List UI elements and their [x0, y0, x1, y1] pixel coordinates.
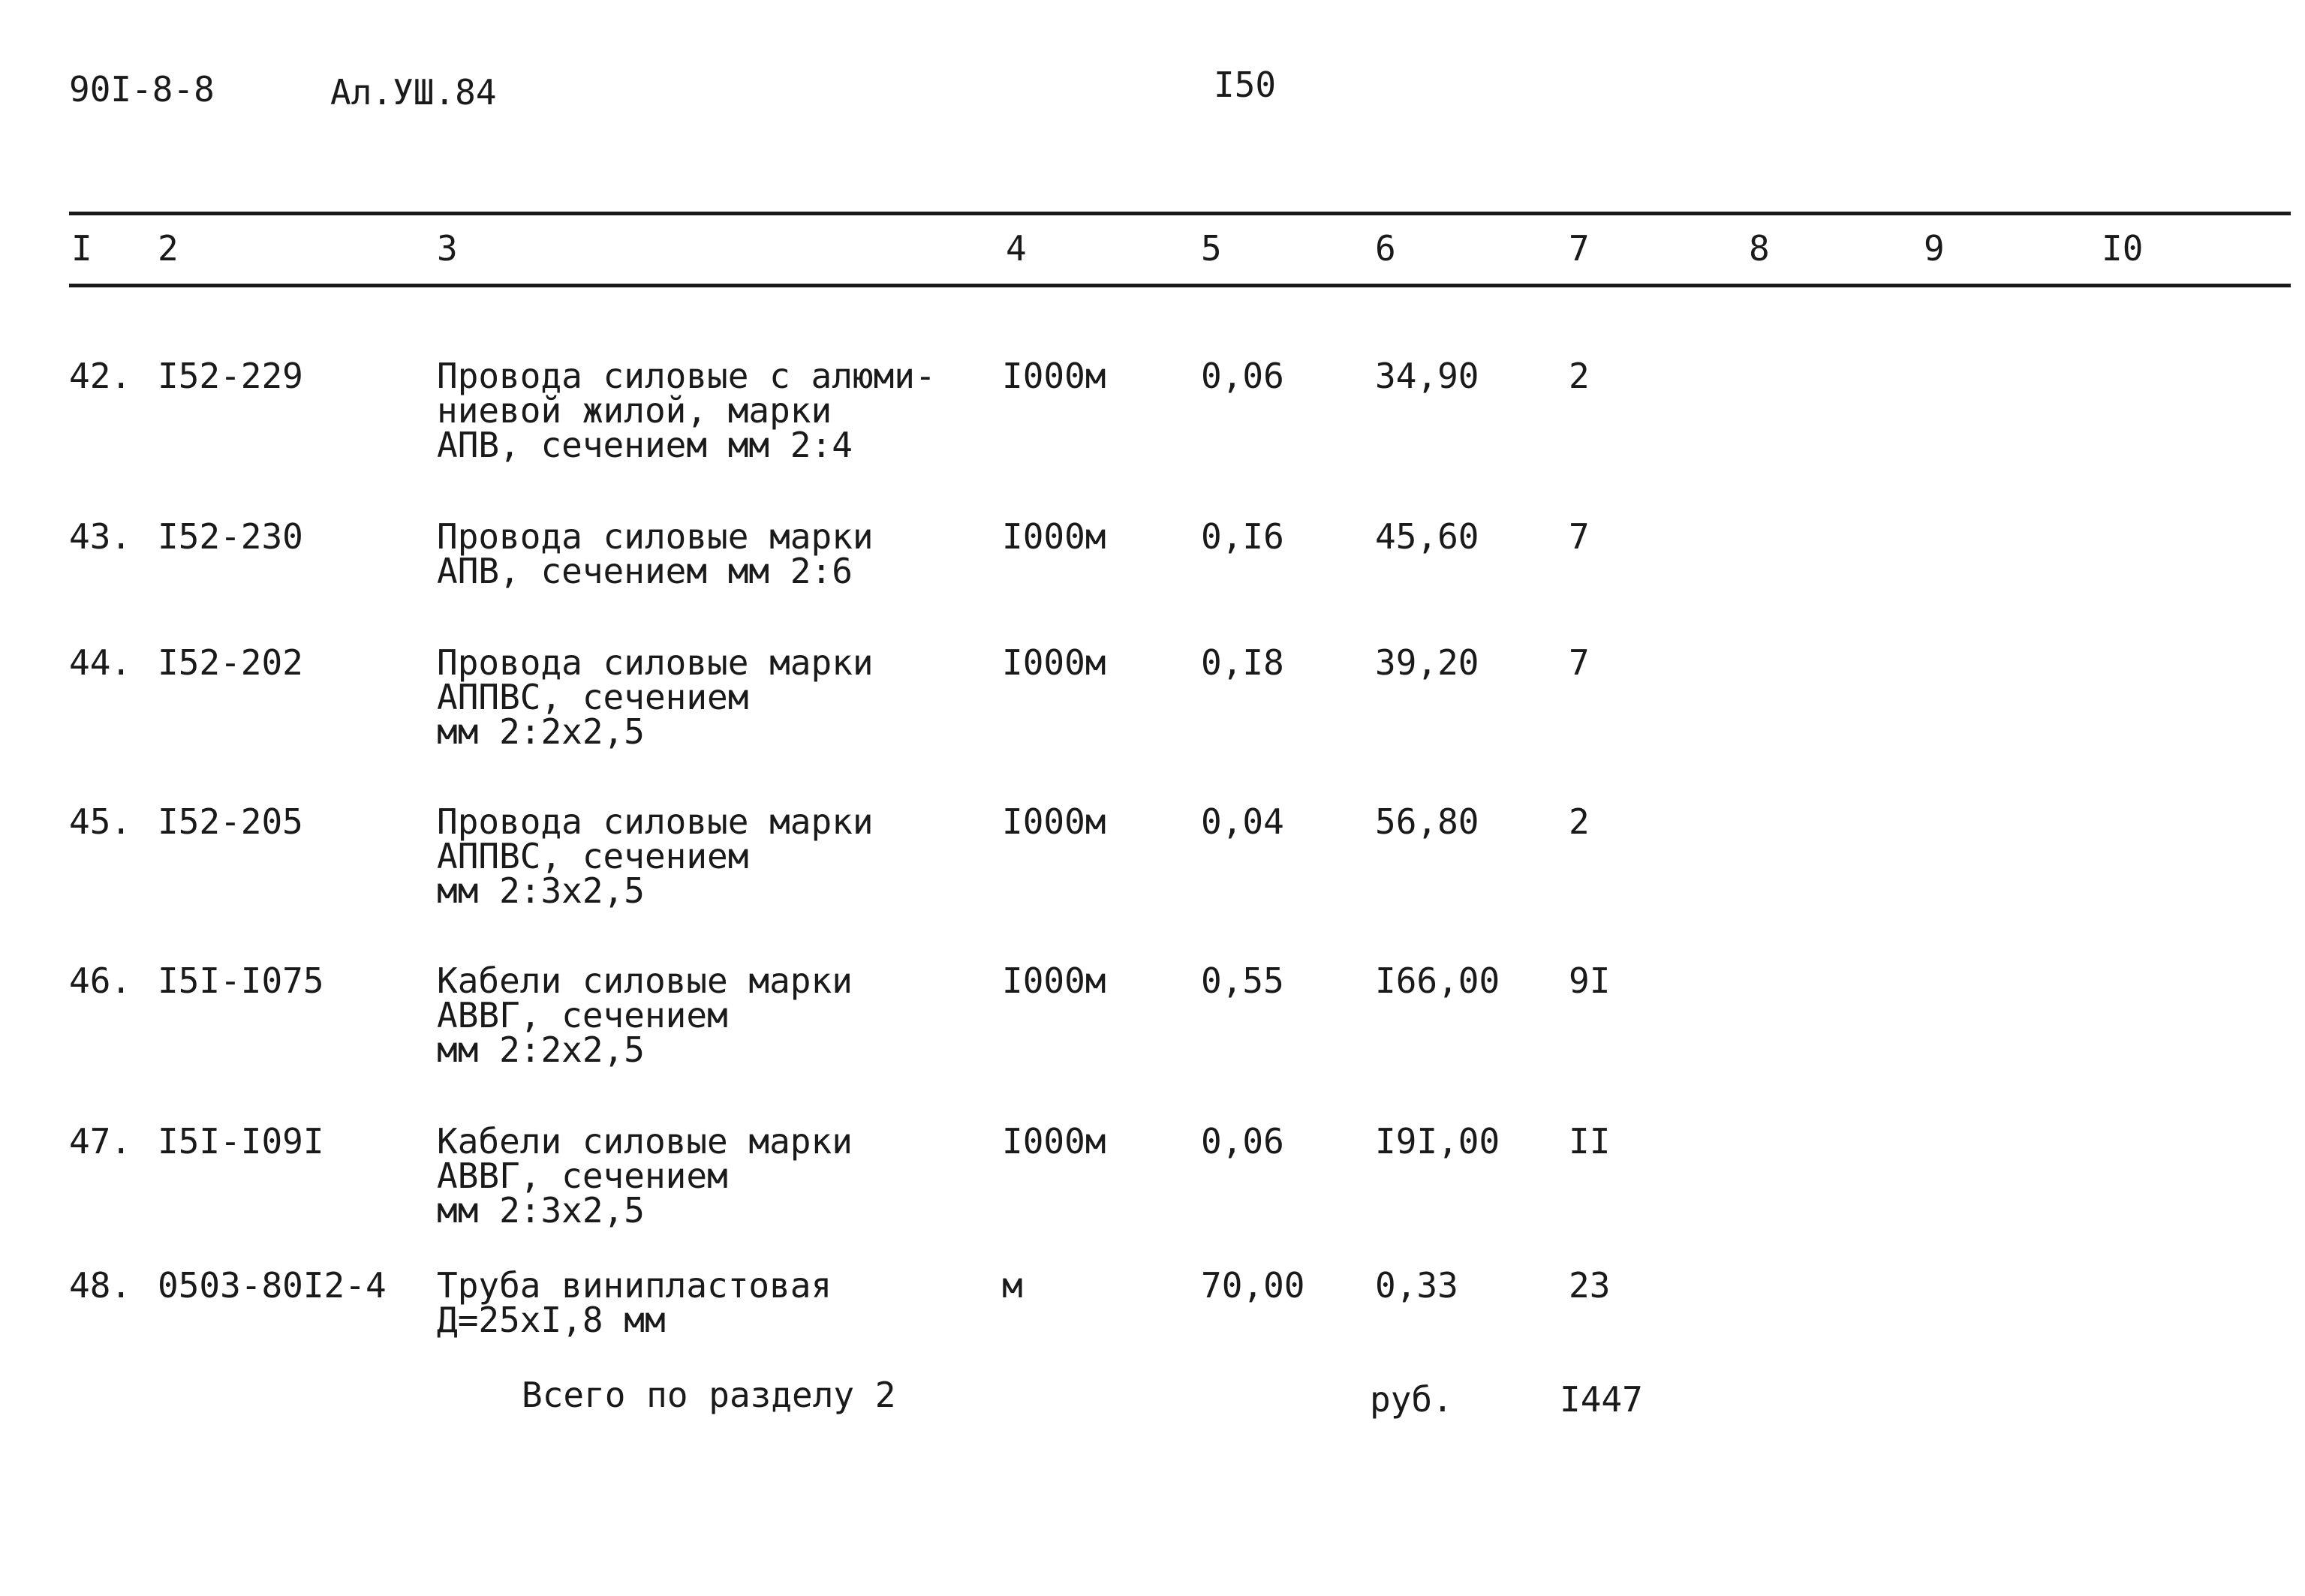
- doc-code: 90I-8-8: [69, 69, 215, 110]
- table-top-rule: [69, 212, 2291, 215]
- row-description: [437, 356, 936, 465]
- row-total: 9I: [1569, 960, 1611, 1001]
- column-header-5: 5: [1201, 228, 1222, 269]
- column-header-3: 3: [437, 228, 458, 269]
- row-quantity: 0,06: [1201, 356, 1284, 396]
- row-description: [437, 960, 853, 1070]
- album-code: Ал.УШ.84: [330, 72, 497, 113]
- row-quantity: 0,55: [1201, 960, 1284, 1001]
- row-quantity: 0,04: [1201, 801, 1284, 842]
- row-price: 39,20: [1375, 642, 1479, 683]
- row-price: 45,60: [1375, 516, 1479, 557]
- row-description: [437, 642, 874, 752]
- description-line: ниевой жилой, марки: [437, 390, 832, 431]
- row-total: II: [1569, 1121, 1611, 1162]
- row-price: 56,80: [1375, 801, 1479, 842]
- row-description: [437, 1121, 853, 1231]
- description-line: АППВС, сечением: [437, 677, 749, 717]
- row-unit: I000м: [1002, 642, 1106, 683]
- row-code: I5I-I09I: [158, 1121, 324, 1162]
- row-code: 0503-80I2-4: [158, 1265, 387, 1306]
- row-unit: I000м: [1002, 356, 1106, 396]
- section-total-value: I447: [1560, 1379, 1643, 1420]
- row-unit: I000м: [1002, 960, 1106, 1001]
- row-number: 47.: [69, 1121, 132, 1162]
- column-header-2: 2: [158, 228, 179, 269]
- row-price: 0,33: [1375, 1265, 1458, 1306]
- row-code: I52-205: [158, 801, 303, 842]
- row-unit: I000м: [1002, 1121, 1106, 1162]
- row-number: 46.: [69, 960, 132, 1001]
- description-line: мм 2:3х2,5: [437, 1190, 645, 1231]
- column-header-1: I: [71, 228, 92, 269]
- row-description: [437, 516, 874, 591]
- column-header-9: 9: [1924, 228, 1945, 269]
- section-total-unit: руб.: [1370, 1379, 1453, 1420]
- description-line: мм 2:2х2,5: [437, 1029, 645, 1070]
- description-line: Провода силовые с алюми-: [437, 356, 936, 396]
- column-header-4: 4: [1006, 228, 1027, 269]
- section-total-label: Всего по разделу 2: [522, 1375, 896, 1415]
- row-code: I52-230: [158, 516, 303, 557]
- row-code: I5I-I075: [158, 960, 324, 1001]
- description-line: АВВГ, сечением: [437, 995, 728, 1035]
- row-quantity: 0,I8: [1201, 642, 1284, 683]
- row-quantity: 0,06: [1201, 1121, 1284, 1162]
- description-line: Кабели силовые марки: [437, 1121, 853, 1162]
- row-number: 43.: [69, 516, 132, 557]
- row-code: I52-202: [158, 642, 303, 683]
- row-total: 7: [1569, 642, 1590, 683]
- row-unit: I000м: [1002, 516, 1106, 557]
- row-quantity: 70,00: [1201, 1265, 1305, 1306]
- column-header-10: I0: [2102, 228, 2144, 269]
- row-number: 45.: [69, 801, 132, 842]
- description-line: Провода силовые марки: [437, 801, 874, 842]
- column-header-6: 6: [1375, 228, 1396, 269]
- description-line: Провода силовые марки: [437, 516, 874, 557]
- row-price: I9I,00: [1375, 1121, 1500, 1162]
- description-line: АППВС, сечением: [437, 836, 749, 876]
- header-bottom-rule: [69, 284, 2291, 287]
- description-line: Д=25хI,8 мм: [437, 1300, 666, 1340]
- description-line: Провода силовые марки: [437, 642, 874, 683]
- row-number: 44.: [69, 642, 132, 683]
- description-line: АПВ, сечением мм 2:4: [437, 425, 853, 465]
- row-code: I52-229: [158, 356, 303, 396]
- row-total: 2: [1569, 356, 1590, 396]
- description-line: Кабели силовые марки: [437, 960, 853, 1001]
- row-unit: м: [1002, 1265, 1023, 1306]
- description-line: мм 2:3х2,5: [437, 870, 645, 911]
- row-quantity: 0,I6: [1201, 516, 1284, 557]
- column-header-7: 7: [1569, 228, 1590, 269]
- row-description: [437, 1265, 832, 1340]
- row-price: 34,90: [1375, 356, 1479, 396]
- description-line: Труба винипластовая: [437, 1265, 832, 1306]
- row-number: 42.: [69, 356, 132, 396]
- description-line: АВВГ, сечением: [437, 1156, 728, 1196]
- row-number: 48.: [69, 1265, 132, 1306]
- column-header-8: 8: [1749, 228, 1770, 269]
- row-description: [437, 801, 874, 911]
- description-line: мм 2:2х2,5: [437, 711, 645, 752]
- row-total: 2: [1569, 801, 1590, 842]
- row-unit: I000м: [1002, 801, 1106, 842]
- row-total: 23: [1569, 1265, 1611, 1306]
- description-line: АПВ, сечением мм 2:6: [437, 551, 853, 591]
- row-total: 7: [1569, 516, 1590, 557]
- page-number: I50: [1214, 65, 1277, 105]
- row-price: I66,00: [1375, 960, 1500, 1001]
